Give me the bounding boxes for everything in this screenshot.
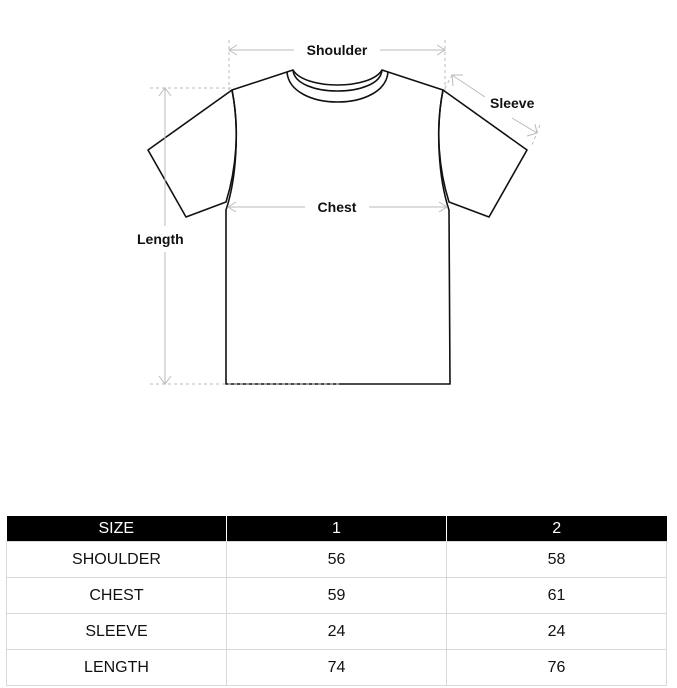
size-table-header	[7, 516, 667, 542]
tshirt-outline	[148, 70, 527, 384]
sleeve-line-lower	[512, 118, 537, 133]
length-label: Length	[137, 231, 184, 247]
sleeve-line-upper	[452, 75, 485, 97]
table-row	[7, 578, 667, 614]
shoulder-label: Shoulder	[306, 42, 368, 58]
header-size-1: 1	[227, 516, 447, 542]
row-label: CHEST	[7, 578, 227, 614]
row-label: LENGTH	[7, 650, 227, 686]
tshirt-collar-outer	[287, 72, 388, 102]
sleeve-label: Sleeve	[490, 95, 535, 111]
cell-value: 76	[447, 650, 667, 686]
tshirt-body	[226, 70, 450, 384]
header-size-2: 2	[447, 516, 667, 542]
cell-value: 61	[447, 578, 667, 614]
row-label: SLEEVE	[7, 614, 227, 650]
size-table	[6, 516, 667, 686]
table-row	[7, 542, 667, 578]
table-row	[7, 614, 667, 650]
cell-value: 56	[227, 542, 447, 578]
cell-value: 24	[447, 614, 667, 650]
cell-value: 58	[447, 542, 667, 578]
cell-value: 59	[227, 578, 447, 614]
header-size: SIZE	[7, 516, 227, 542]
sleeve-extension-top	[445, 75, 452, 88]
row-label: SHOULDER	[7, 542, 227, 578]
cell-value: 24	[227, 614, 447, 650]
chest-label: Chest	[317, 199, 357, 215]
table-row	[7, 650, 667, 686]
cell-value: 74	[227, 650, 447, 686]
tshirt-left-sleeve	[148, 90, 236, 217]
